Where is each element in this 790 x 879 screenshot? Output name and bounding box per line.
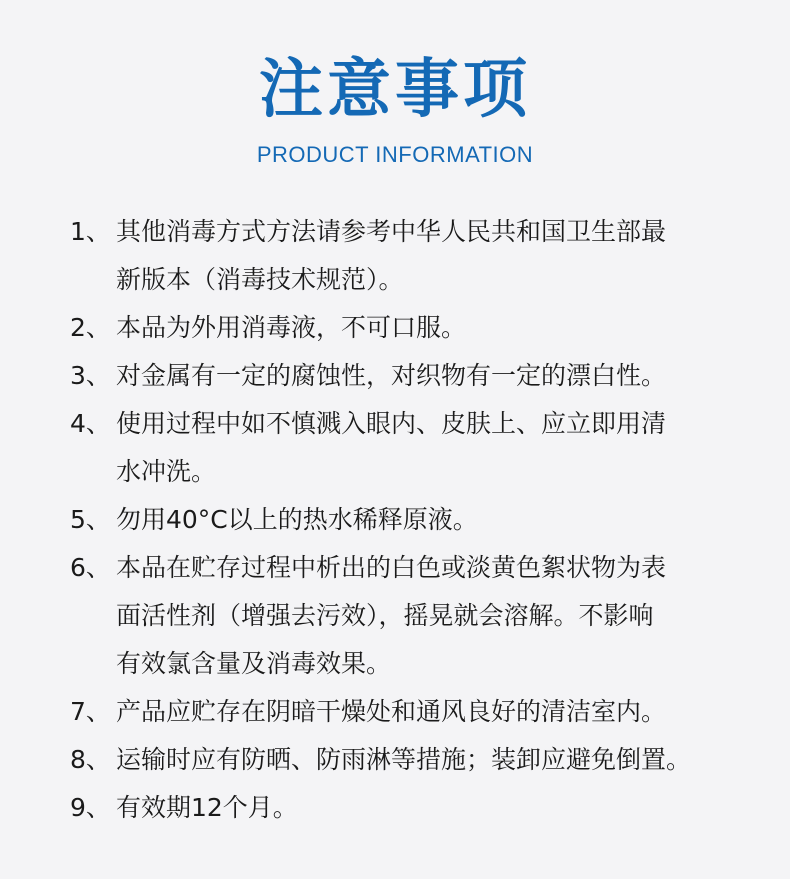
note-text [116, 688, 770, 736]
note-line: 有效期12个月。 [116, 793, 298, 822]
note-number: 3、 [70, 361, 111, 390]
note-number: 6、 [70, 553, 111, 582]
note-text [116, 304, 770, 352]
notes-list [70, 208, 770, 832]
note-number: 9、 [70, 793, 111, 822]
note-line: 水冲洗。 [116, 457, 217, 486]
note-number: 1、 [70, 217, 111, 246]
note-number: 2、 [70, 313, 111, 342]
note-text [116, 352, 770, 400]
note-item [70, 544, 770, 688]
note-line: 本品在贮存过程中析出的白色或淡黄色絮状物为表 [116, 553, 667, 582]
note-number: 8、 [70, 745, 111, 774]
note-number: 7、 [70, 697, 111, 726]
note-item [70, 688, 770, 736]
note-item [70, 208, 770, 304]
note-line: 有效氯含量及消毒效果。 [116, 649, 392, 678]
note-item [70, 352, 770, 400]
page-title: 注意事项 [259, 53, 531, 127]
note-line: 勿用40°C以上的热水稀释原液。 [116, 505, 478, 534]
note-line: 运输时应有防晒、防雨淋等措施；装卸应避免倒置。 [116, 745, 692, 774]
note-line: 本品为外用消毒液，不可口服。 [116, 313, 467, 342]
note-number: 5、 [70, 505, 111, 534]
note-text [116, 544, 770, 688]
note-line: 新版本（消毒技术规范）。 [116, 265, 404, 294]
note-item [70, 736, 770, 784]
note-item [70, 304, 770, 352]
note-line: 面活性剂（增强去污效），摇晃就会溶解。不影响 [116, 601, 654, 630]
note-item [70, 400, 770, 496]
note-text [116, 400, 770, 496]
note-line: 使用过程中如不慎溅入眼内、皮肤上、应立即用清 [116, 409, 667, 438]
note-line: 产品应贮存在阴暗干燥处和通风良好的清洁室内。 [116, 697, 667, 726]
note-item [70, 784, 770, 832]
page-subtitle: PRODUCT INFORMATION [256, 142, 534, 167]
note-text [116, 208, 770, 304]
note-text [116, 784, 770, 832]
note-text [116, 496, 770, 544]
note-text [116, 736, 770, 784]
note-number: 4、 [70, 409, 111, 438]
note-line: 对金属有一定的腐蚀性，对织物有一定的漂白性。 [116, 361, 667, 390]
note-line: 其他消毒方式方法请参考中华人民共和国卫生部最 [116, 217, 667, 246]
note-item [70, 496, 770, 544]
